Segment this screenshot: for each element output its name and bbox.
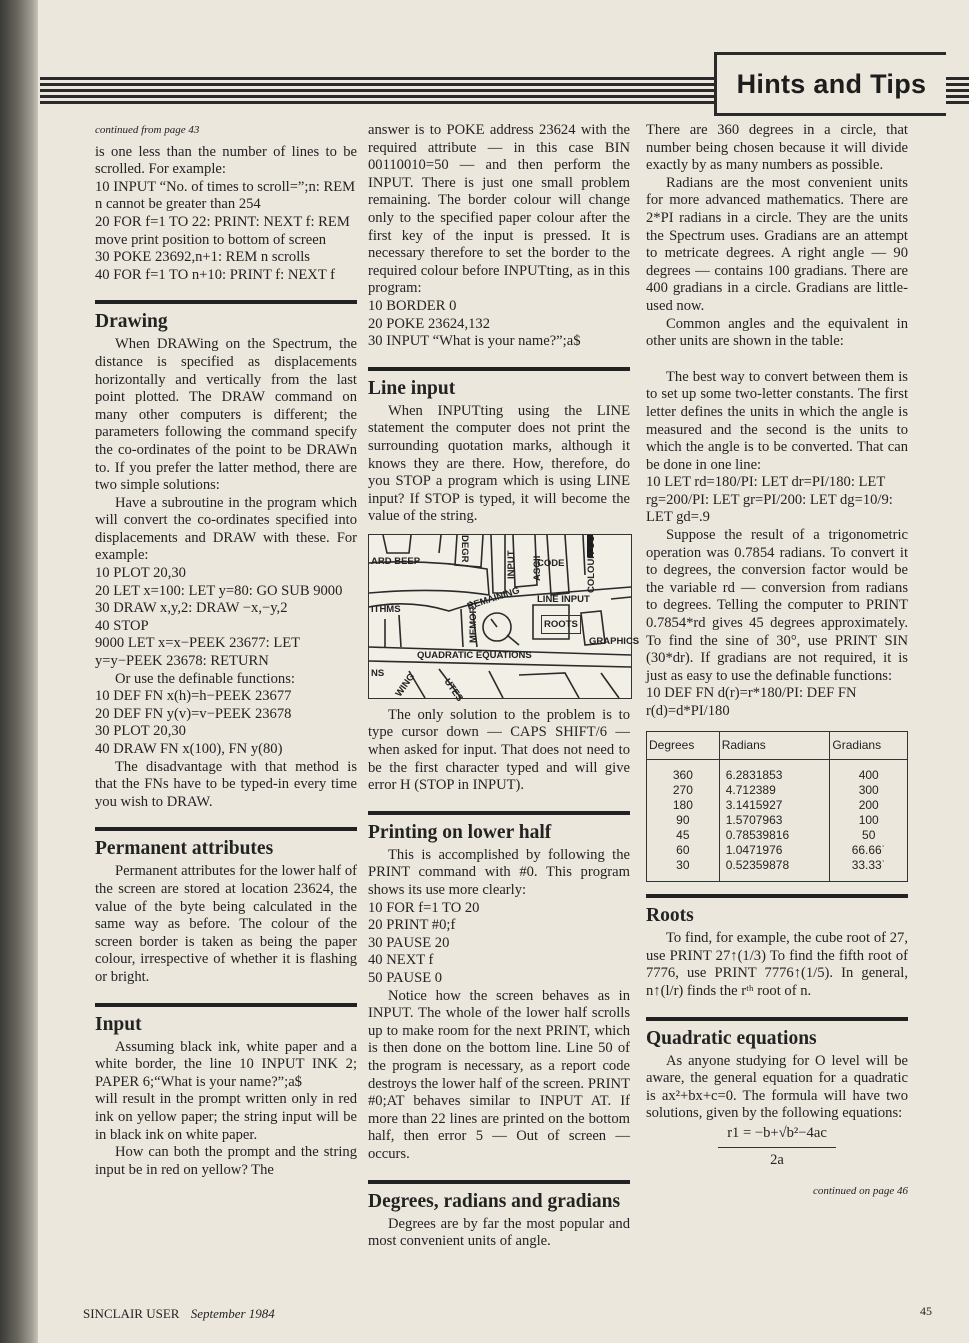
paragraph: The disadvantage with that method is that the FNs have to be typed-in every time you wish to DRAW. [95,758,357,810]
section-divider [368,367,630,371]
table-cell: 30 [676,858,690,873]
paragraph: When DRAWing on the Spectrum, the distance is specified as displacements horizontally and vertically from the last point plotted. The DRAW command on many other computers is different; the parameters following the command specify the co-ordinates of the point to be DRAWn to. If you prefer the latter method, there are two simple solutions: [95,336,357,494]
paragraph: Or use the definable functions: [115,670,295,687]
table-cell: 90 [676,813,690,828]
paragraph: Assuming black ink, white paper and a white border, the line 10 INPUT INK 2; PAPER 6;“What is your name?”;a$ [95,1038,357,1090]
code-line: 10 DEF FN d(r)=r*180/PI: DEF FN r(d)=d*PI/180 [646,685,857,719]
binding-spine [0,0,40,1343]
table-cell: 180 [672,798,693,813]
paragraph: is one less than the number of lines to be scrolled. For example: [95,143,357,178]
table-cell: 1.5707963 [719,813,830,828]
code-line: 50 PAUSE 0 [368,970,443,986]
table-cell: 3.1415927 [719,798,830,813]
section-divider [368,1180,630,1184]
map-label: DEGR [459,534,470,563]
heading-quadratic-equations: Quadratic equations [646,1027,817,1049]
map-label: CODE [537,557,565,569]
code-line: 20 POKE 23624,132 [368,315,491,332]
table-cell: 0.52359878 [719,858,830,881]
code-listing [368,298,630,351]
table-cell: 100 [830,813,907,828]
table-cell: 1.0471976 [719,843,830,858]
paragraph: There are 360 degrees in a circle, that number being chosen because it will divide exactly by as many numbers as possible. [646,122,908,174]
paragraph: Radians are the most convenient units for more advanced mathematics. There are 2*PI radians in a circle. They are the units the Spectrum uses. Gradians are an attempt to metricate degrees. A right angle — 90 degrees — contains 100 gradians. There are 400 gradians in a circle. Gradians are little-used now. [646,174,908,314]
paragraph: Suppose the result of a trigonometric operation was 0.7854 radians. To convert it to degrees, the conversion factor would be the variable rd — conversion from radians to degrees. Telling the computer to PRINT 0.7854*rd gives 45 degrees approximately. To find the sine of 30°, use PRINT SIN (30*dr). If gradians are not required, it is just as easy to use the definable functions: [646,527,908,684]
table-cell: 66.66˙ [830,843,907,858]
code-line: 40 DRAW FN x(100), FN y(80) [95,741,283,757]
section-divider [368,811,630,815]
table-cell: 270 [672,783,693,798]
section-divider [646,1017,908,1021]
table-cell: 360 [672,768,693,783]
code-line: 40 NEXT f [368,952,434,969]
code-line: 20 PRINT #0;f [368,917,456,934]
map-label: COLOUR CO [586,534,597,593]
paragraph: How can both the prompt and the string input be in red on yellow? The [95,1144,357,1178]
formula-denominator: 2a [770,1151,784,1168]
paragraph: This is accomplished by following the PRINT command with #0. This program shows its use more clearly: [368,846,630,899]
code-listing [368,900,630,988]
column-header: Radians [719,732,830,760]
paragraph: Degrees are by far the most popular and most convenient units of angle. [368,1215,630,1250]
table-cell: 50 [830,828,907,843]
code-listing [95,688,357,758]
map-label: ARD BEEP [371,555,421,567]
code-line: 10 LET rd=180/PI: LET dr=PI/180: LET rg=200/PI: LET gr=PI/200: LET dg=10/9: LET gd=.9 [646,474,893,526]
paragraph: answer is to POKE address 23624 with the required attribute — in this case BIN 00110010=50 — and then perform the INPUT. There is just one small problem remaining. The border colour will change only to the specified paper colour after the first key of the input is pressed. It is necessary therefore to set the border to the required colour before INPUTting, as in this program: [368,122,630,297]
section-divider [95,827,357,831]
code-listing [95,179,357,285]
map-label: GRAPHICS [589,635,640,647]
continued-from: continued from page 43 [95,124,200,136]
code-line: 20 FOR f=1 TO 22: PRINT: NEXT f: REM move print position to bottom of screen [95,213,350,248]
page-footer [83,1306,275,1322]
table-cell: 300 [830,783,907,798]
paragraph: Common angles and the equivalent in other units are shown in the table: [646,315,908,350]
map-label: REMAINING [465,584,522,613]
section-divider [95,300,357,304]
table-row [647,843,907,858]
paragraph: Notice how the screen behaves as in INPUT. The whole of the lower half scrolls up to make room for the next PRINT, which is then done on the bottom line. Line 50 of the program is necessary, as a report code destroys the lower half of the screen. PRINT #0;AT behaves similar to INPUT AT. If more than 22 lines are printed on the bottom half, then error 5 — Out of screen — occurs. [368,987,630,1162]
heading-input: Input [95,1013,142,1035]
table-row [647,760,907,784]
map-label: WING [393,671,418,699]
paragraph: The best way to convert between them is to set up some two-letter constants. The first letter defines the units in which the angle is measured and the second is the units to which the angle is to be converted. That can be done in one line: [646,368,908,473]
code-line: 30 PLOT 20,30 [95,723,186,740]
table-header-row [647,732,907,760]
code-line: 10 FOR f=1 TO 20 [368,899,480,916]
table-row [647,813,907,828]
heading-drawing: Drawing [95,311,168,333]
heading-degrees-radians-gradians: Degrees, radians and gradians [368,1190,621,1212]
table-cell: 0.78539816 [719,828,830,843]
paragraph: The only solution to the problem is to type cursor down — CAPS SHIFT/6 — when asked for input. That does not need to be the first character typed and will give error H (STOP in INPUT). [368,706,630,794]
map-label: ROOTS [541,615,581,635]
code-line: 30 DRAW x,y,2: DRAW −x,−y,2 [95,600,288,617]
table-row [647,828,907,843]
column-header: Degrees [647,732,719,760]
code-line: 20 DEF FN y(v)=v−PEEK 23678 [95,705,292,722]
section-divider [95,1003,357,1007]
heading-permanent-attributes: Permanent attributes [95,838,274,860]
map-label: UTES [441,676,466,704]
column-1 [95,122,357,1179]
code-listing [95,565,357,671]
section-title-box [714,52,946,116]
code-line: 40 STOP [95,617,149,634]
map-label: INPUT [506,550,517,579]
table-row [647,783,907,798]
code-line: 40 FOR f=1 TO n+10: PRINT f: NEXT f [95,266,335,283]
map-label: MEMORY [468,600,479,643]
column-header: Gradians [830,732,907,760]
paragraph: Have a subroutine in the program which will convert the co-ordinates specified into displacements and DRAW with these. For example: [95,494,357,564]
table-cell: 33.33˙ [830,858,907,881]
angle-conversion-table [646,731,908,883]
map-label: ASCII [532,555,543,581]
code-line: 10 BORDER 0 [368,297,457,314]
issue-date: September 1984 [190,1306,275,1321]
table-cell: 6.2831853 [719,760,830,784]
magazine-name: SINCLAIR USER [83,1306,180,1321]
fraction-bar [718,1147,836,1148]
quadratic-formula [646,1125,908,1169]
table-cell: 45 [676,828,690,843]
table-cell: 60 [676,843,690,858]
code-line: 20 LET x=100: LET y=80: GO SUB 9000 [95,582,343,599]
map-label: ITHMS [371,603,401,615]
continued-on: continued on page 46 [812,1185,908,1198]
table-row [647,858,907,881]
table-cell: 4.712389 [719,783,830,798]
map-label: NS [371,667,385,679]
paragraph: To find, for example, the cube root of 27, use PRINT 27↑(1/3) To find the fifth root of 7776, use PRINT 7776↑(1/5). In general, n↑(l/r) finds the rᵗʰ root of n. [646,930,908,999]
street-map-illustration [368,534,640,704]
code-line: 30 INPUT “What is your name?”;a$ [368,333,581,350]
formula-numerator: r1 = −b+√b²−4ac [727,1124,827,1141]
code-line: 10 INPUT “No. of times to scroll=”;n: REM n cannot be greater than 254 [95,178,356,213]
heading-printing-lower-half: Printing on lower half [368,821,552,843]
table-cell: 400 [830,760,907,784]
map-label: LINE INPUT [537,593,590,605]
code-line: 9000 LET x=x−PEEK 23677: LET y=y−PEEK 23678: RETURN [95,635,300,670]
section-title: Hints and Tips [736,68,927,99]
table-row [647,798,907,813]
map-label: QUADRATIC EQUATIONS [417,649,532,661]
heading-roots: Roots [646,905,694,927]
table-cell: 200 [830,798,907,813]
section-divider [646,894,908,898]
heading-line-input: Line input [368,377,456,399]
paragraph: As anyone studying for O level will be aware, the general equation for a quadratic is ax²+bx+c=0. The formula will have two solutions, given by the following equations: [646,1052,908,1122]
code-line: 30 POKE 23692,n+1: REM n scrolls [95,249,310,266]
paragraph: When INPUTting using the LINE statement the computer does not print the surrounding quotation marks, although it knows they are there. How, therefore, do you STOP a program which is using LINE input? If STOP is typed, it will become the value of the string. [368,402,630,525]
conversion-table [647,732,907,882]
paragraph: will result in the prompt written only in red ink on yellow paper; the string input will be in black ink on white paper. [95,1091,357,1143]
paragraph: Permanent attributes for the lower half of the screen are stored at location 23624, the value of the byte being calculated in the same way as before. The colour of the screen border is taken as being the paper colour, irrespective of whether it is flashing or bright. [95,863,357,985]
page-number: 45 [920,1304,932,1318]
code-line: 10 DEF FN x(h)=h−PEEK 23677 [95,688,292,705]
column-2 [368,122,640,1251]
column-3 [646,122,908,1201]
code-line: 30 PAUSE 20 [368,934,450,951]
code-line: 10 PLOT 20,30 [95,565,186,582]
